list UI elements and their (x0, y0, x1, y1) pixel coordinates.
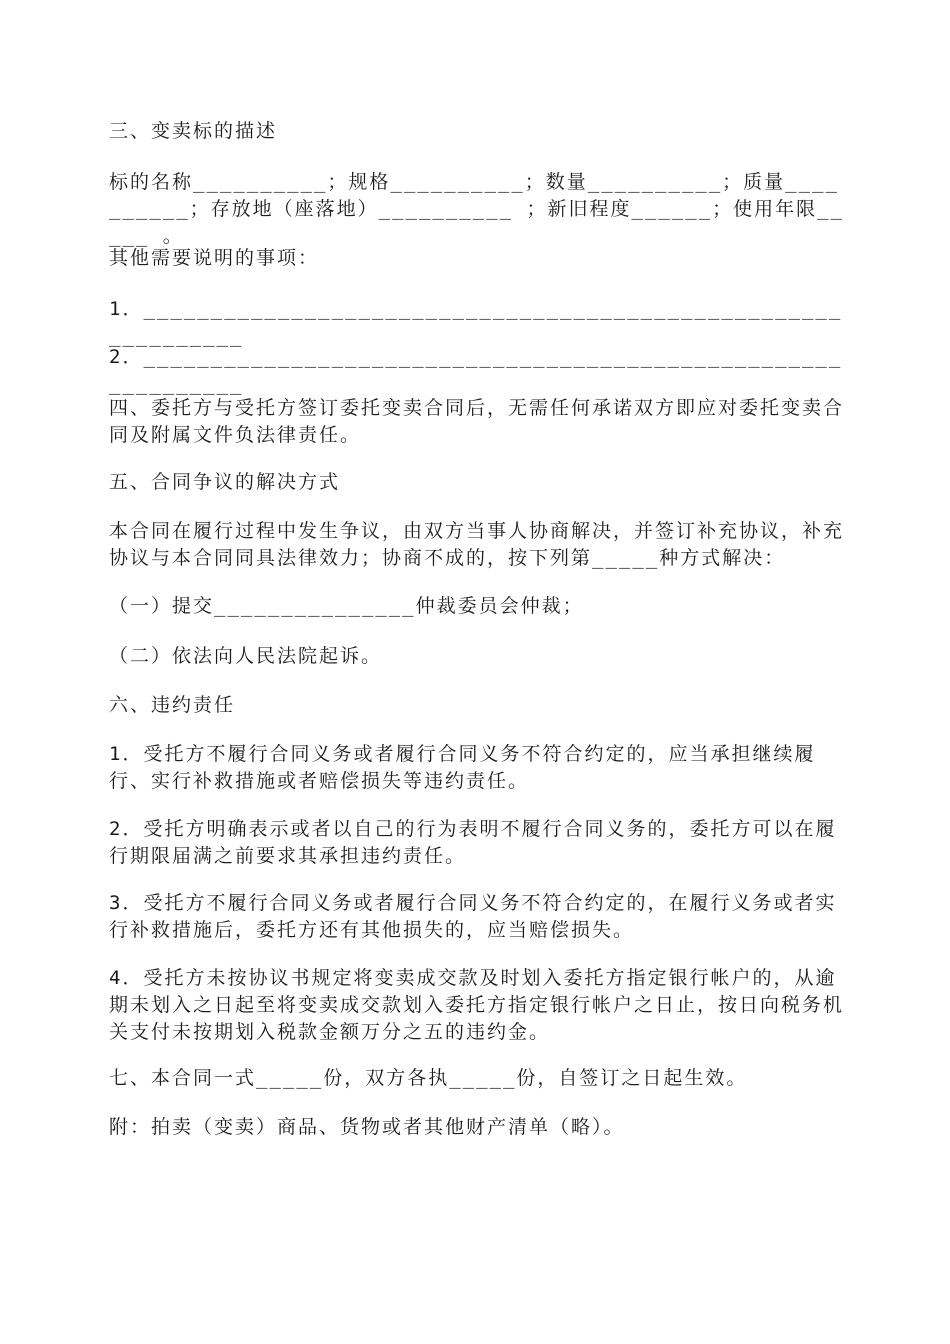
section-5-option-2: （二）依法向人民法院起诉。 (109, 645, 383, 667)
appendix-note: 附：拍卖（变卖）商品、货物或者其他财产清单（略）。 (109, 1116, 625, 1138)
section-3-subject-line: 标的名称__________；规格__________；数量__________；质量__________；存放地（座落地）__________ ；新旧程度______；使用年限_____ 。 (109, 171, 844, 247)
section-6-item-2: 2．受托方明确表示或者以自己的行为表明不履行合同义务的，委托方可以在履行期限届满之前要求其承担违约责任。 (109, 818, 837, 867)
section-6-item-4: 4．受托方未按协议书规定将变卖成交款及时划入委托方指定银行帐户的，从逾期未划入之日起至将变卖成交款划入委托方指定银行帐户之日止，按日向税务机关支付未按期划入税款金额万分之五的违约金。 (109, 967, 845, 1043)
section-5-text: 本合同在履行过程中发生争议，由双方当事人协商解决，并签订补充协议，补充协议与本合同同具法律效力；协商不成的，按下列第_____种方式解决： (109, 520, 845, 569)
section-5-heading: 五、合同争议的解决方式 (109, 471, 341, 493)
section-3-other-label: 其他需要说明的事项： (109, 247, 320, 269)
section-5-option-1: （一）提交_______________仲裁委员会仲裁； (109, 595, 584, 617)
section-6-heading: 六、违约责任 (109, 694, 236, 716)
section-7-text: 七、本合同一式_____份，双方各执_____份，自签订之日起生效。 (109, 1067, 748, 1089)
section-3-item-1: 1．______________________________________________________________ (109, 298, 843, 347)
section-4-text: 四、委托方与受托方签订委托变卖合同后，无需任何承诺双方即应对委托变卖合同及附属文件负法律责任。 (109, 397, 845, 446)
section-6-item-1: 1．受托方不履行合同义务或者履行合同义务不符合约定的，应当承担继续履行、实行补救措施或者赔偿损失等违约责任。 (109, 743, 816, 792)
section-6-item-3: 3．受托方不履行合同义务或者履行合同义务不符合约定的，在履行义务或者实行补救措施后，委托方还有其他损失的，应当赔偿损失。 (109, 892, 837, 941)
section-3-item-2: 2．______________________________________________________________ (109, 346, 843, 395)
section-3-heading: 三、变卖标的描述 (109, 120, 278, 142)
